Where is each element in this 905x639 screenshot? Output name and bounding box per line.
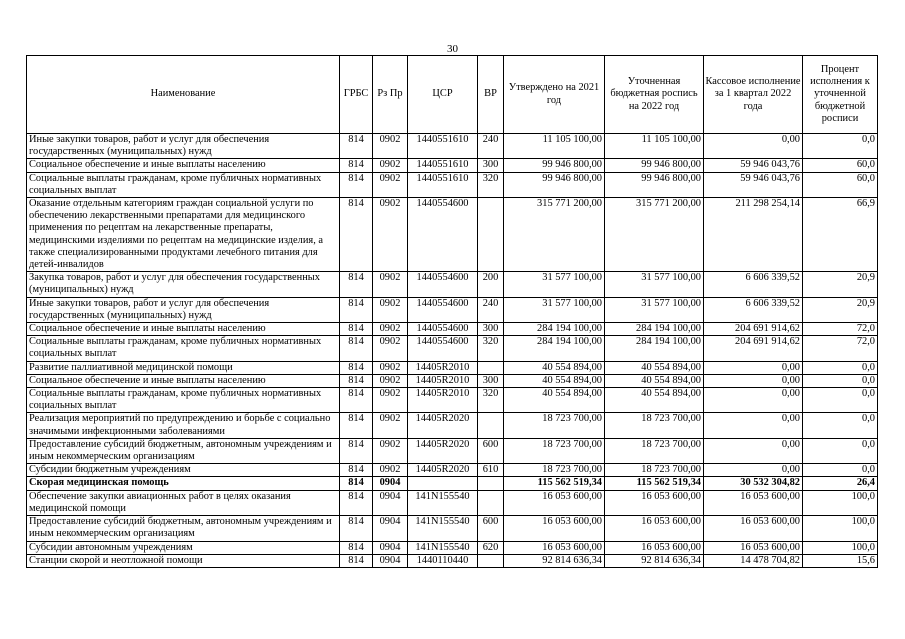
cell-executed: 0,00 (704, 464, 803, 477)
cell-executed: 6 606 339,52 (704, 272, 803, 297)
table-row (27, 388, 878, 413)
budget-execution-table (26, 55, 878, 568)
table-body (27, 134, 878, 568)
cell-name: Социальное обеспечение и иные выплаты населению (27, 159, 340, 172)
cell-vr: 240 (478, 297, 504, 322)
cell-grbs: 814 (340, 159, 373, 172)
cell-rzpr: 0904 (373, 554, 408, 567)
cell-vr: 320 (478, 388, 504, 413)
cell-grbs: 814 (340, 464, 373, 477)
cell-name: Иные закупки товаров, работ и услуг для обеспечения государственных (муниципальных) нужд (27, 297, 340, 322)
cell-refined: 11 105 100,00 (605, 134, 704, 159)
cell-approved: 18 723 700,00 (504, 438, 605, 463)
cell-grbs: 814 (340, 361, 373, 374)
cell-name: Субсидии бюджетным учреждениям (27, 464, 340, 477)
cell-rzpr: 0904 (373, 516, 408, 541)
cell-rzpr: 0902 (373, 272, 408, 297)
cell-percent: 72,0 (803, 336, 878, 361)
cell-name: Оказание отдельным категориям граждан социальной услуги по обеспечению лекарственными препаратами для медицинского применения по рецептам на лекарственные препараты, медицинскими изделиями по рецептам на медицинские изделия, а также специализированными продуктами лечебного питания для детей-инвалидов (27, 198, 340, 272)
cell-grbs: 814 (340, 172, 373, 197)
cell-csr: 14405R2020 (408, 464, 478, 477)
cell-name: Развитие паллиативной медицинской помощи (27, 361, 340, 374)
cell-vr: 320 (478, 336, 504, 361)
cell-approved: 18 723 700,00 (504, 413, 605, 438)
cell-csr: 14405R2010 (408, 374, 478, 387)
header-name: Наименование (27, 56, 340, 134)
cell-grbs: 814 (340, 374, 373, 387)
cell-grbs: 814 (340, 297, 373, 322)
cell-csr: 141N155540 (408, 516, 478, 541)
cell-vr (478, 361, 504, 374)
cell-refined: 40 554 894,00 (605, 374, 704, 387)
table-header-row (27, 56, 878, 134)
cell-name: Субсидии автономным учреждениям (27, 541, 340, 554)
cell-vr: 600 (478, 438, 504, 463)
cell-refined: 40 554 894,00 (605, 388, 704, 413)
cell-vr: 600 (478, 516, 504, 541)
cell-percent: 100,0 (803, 541, 878, 554)
header-rzpr: Рз Пр (373, 56, 408, 134)
cell-csr: 1440110440 (408, 554, 478, 567)
cell-name: Скорая медицинская помощь (27, 477, 340, 490)
cell-grbs: 814 (340, 554, 373, 567)
cell-executed: 0,00 (704, 438, 803, 463)
cell-csr: 1440554600 (408, 336, 478, 361)
cell-percent: 60,0 (803, 159, 878, 172)
cell-refined: 99 946 800,00 (605, 172, 704, 197)
cell-refined: 16 053 600,00 (605, 490, 704, 515)
cell-refined: 284 194 100,00 (605, 323, 704, 336)
cell-vr: 320 (478, 172, 504, 197)
table-row (27, 554, 878, 567)
cell-executed: 59 946 043,76 (704, 159, 803, 172)
cell-percent: 100,0 (803, 516, 878, 541)
cell-rzpr: 0902 (373, 413, 408, 438)
cell-approved: 284 194 100,00 (504, 323, 605, 336)
cell-refined: 16 053 600,00 (605, 541, 704, 554)
cell-csr (408, 477, 478, 490)
cell-vr: 300 (478, 159, 504, 172)
cell-percent: 0,0 (803, 388, 878, 413)
cell-grbs: 814 (340, 198, 373, 272)
header-executed: Кассовое исполнение за 1 квартал 2022 года (704, 56, 803, 134)
cell-rzpr: 0902 (373, 159, 408, 172)
cell-name: Социальные выплаты гражданам, кроме публичных нормативных социальных выплат (27, 336, 340, 361)
cell-rzpr: 0904 (373, 541, 408, 554)
cell-vr (478, 490, 504, 515)
cell-csr: 141N155540 (408, 541, 478, 554)
cell-name: Закупка товаров, работ и услуг для обеспечения государственных (муниципальных) нужд (27, 272, 340, 297)
cell-csr: 1440554600 (408, 198, 478, 272)
table-row (27, 464, 878, 477)
cell-vr: 620 (478, 541, 504, 554)
cell-vr (478, 198, 504, 272)
cell-percent: 0,0 (803, 464, 878, 477)
cell-executed: 16 053 600,00 (704, 490, 803, 515)
cell-name: Социальные выплаты гражданам, кроме публичных нормативных социальных выплат (27, 388, 340, 413)
cell-executed: 0,00 (704, 413, 803, 438)
cell-approved: 92 814 636,34 (504, 554, 605, 567)
cell-executed: 6 606 339,52 (704, 297, 803, 322)
cell-grbs: 814 (340, 541, 373, 554)
cell-grbs: 814 (340, 413, 373, 438)
cell-approved: 16 053 600,00 (504, 490, 605, 515)
table-row (27, 297, 878, 322)
table-row (27, 198, 878, 272)
cell-approved: 40 554 894,00 (504, 374, 605, 387)
cell-approved: 284 194 100,00 (504, 336, 605, 361)
cell-approved: 40 554 894,00 (504, 388, 605, 413)
cell-approved: 40 554 894,00 (504, 361, 605, 374)
cell-name: Социальное обеспечение и иные выплаты населению (27, 323, 340, 336)
cell-grbs: 814 (340, 388, 373, 413)
table-row (27, 361, 878, 374)
cell-percent: 72,0 (803, 323, 878, 336)
cell-approved: 18 723 700,00 (504, 464, 605, 477)
cell-name: Реализация мероприятий по предупреждению и борьбе с социально значимыми инфекционными заболеваниями (27, 413, 340, 438)
cell-grbs: 814 (340, 516, 373, 541)
cell-grbs: 814 (340, 438, 373, 463)
cell-vr (478, 554, 504, 567)
cell-name: Предоставление субсидий бюджетным, автономным учреждениям и иным некоммерческим организациям (27, 438, 340, 463)
cell-executed: 204 691 914,62 (704, 336, 803, 361)
cell-executed: 0,00 (704, 374, 803, 387)
cell-approved: 99 946 800,00 (504, 172, 605, 197)
cell-csr: 1440551610 (408, 159, 478, 172)
cell-executed: 0,00 (704, 388, 803, 413)
cell-approved: 315 771 200,00 (504, 198, 605, 272)
cell-executed: 16 053 600,00 (704, 541, 803, 554)
cell-percent: 0,0 (803, 438, 878, 463)
cell-percent: 66,9 (803, 198, 878, 272)
cell-executed: 59 946 043,76 (704, 172, 803, 197)
cell-grbs: 814 (340, 134, 373, 159)
cell-csr: 14405R2020 (408, 438, 478, 463)
cell-executed: 204 691 914,62 (704, 323, 803, 336)
table-row (27, 374, 878, 387)
cell-rzpr: 0902 (373, 198, 408, 272)
table-row (27, 438, 878, 463)
cell-refined: 315 771 200,00 (605, 198, 704, 272)
header-vr: ВР (478, 56, 504, 134)
cell-percent: 0,0 (803, 361, 878, 374)
table-row (27, 541, 878, 554)
cell-rzpr: 0902 (373, 438, 408, 463)
cell-rzpr: 0902 (373, 336, 408, 361)
cell-name: Станции скорой и неотложной помощи (27, 554, 340, 567)
cell-refined: 284 194 100,00 (605, 336, 704, 361)
table-row (27, 272, 878, 297)
cell-refined: 16 053 600,00 (605, 516, 704, 541)
cell-percent: 0,0 (803, 413, 878, 438)
cell-approved: 11 105 100,00 (504, 134, 605, 159)
cell-grbs: 814 (340, 323, 373, 336)
cell-name: Обеспечение закупки авиационных работ в целях оказания медицинской помощи (27, 490, 340, 515)
cell-rzpr: 0902 (373, 388, 408, 413)
cell-rzpr: 0902 (373, 172, 408, 197)
cell-percent: 20,9 (803, 272, 878, 297)
cell-csr: 14405R2020 (408, 413, 478, 438)
table-row (27, 159, 878, 172)
header-approved: Утверждено на 2021 год (504, 56, 605, 134)
table-row (27, 516, 878, 541)
cell-csr: 1440554600 (408, 272, 478, 297)
header-grbs: ГРБС (340, 56, 373, 134)
cell-grbs: 814 (340, 477, 373, 490)
cell-executed: 30 532 304,82 (704, 477, 803, 490)
cell-executed: 0,00 (704, 361, 803, 374)
cell-rzpr: 0902 (373, 134, 408, 159)
cell-vr: 200 (478, 272, 504, 297)
cell-vr: 300 (478, 374, 504, 387)
cell-name: Социальное обеспечение и иные выплаты населению (27, 374, 340, 387)
table-row (27, 134, 878, 159)
cell-refined: 115 562 519,34 (605, 477, 704, 490)
cell-name: Социальные выплаты гражданам, кроме публичных нормативных социальных выплат (27, 172, 340, 197)
cell-percent: 0,0 (803, 134, 878, 159)
cell-grbs: 814 (340, 490, 373, 515)
cell-executed: 16 053 600,00 (704, 516, 803, 541)
cell-percent: 100,0 (803, 490, 878, 515)
cell-rzpr: 0902 (373, 323, 408, 336)
cell-vr (478, 477, 504, 490)
cell-rzpr: 0902 (373, 297, 408, 322)
table-row (27, 477, 878, 490)
cell-name: Предоставление субсидий бюджетным, автономным учреждениям и иным некоммерческим организациям (27, 516, 340, 541)
cell-refined: 18 723 700,00 (605, 464, 704, 477)
cell-rzpr: 0904 (373, 490, 408, 515)
table-row (27, 490, 878, 515)
cell-approved: 115 562 519,34 (504, 477, 605, 490)
cell-csr: 14405R2010 (408, 388, 478, 413)
cell-executed: 14 478 704,82 (704, 554, 803, 567)
cell-approved: 31 577 100,00 (504, 297, 605, 322)
cell-approved: 16 053 600,00 (504, 516, 605, 541)
cell-refined: 18 723 700,00 (605, 438, 704, 463)
cell-grbs: 814 (340, 272, 373, 297)
cell-percent: 0,0 (803, 374, 878, 387)
table-row (27, 336, 878, 361)
cell-refined: 40 554 894,00 (605, 361, 704, 374)
cell-percent: 60,0 (803, 172, 878, 197)
cell-csr: 1440551610 (408, 172, 478, 197)
cell-approved: 99 946 800,00 (504, 159, 605, 172)
table-row (27, 323, 878, 336)
cell-refined: 31 577 100,00 (605, 297, 704, 322)
cell-grbs: 814 (340, 336, 373, 361)
cell-csr: 1440551610 (408, 134, 478, 159)
header-csr: ЦСР (408, 56, 478, 134)
cell-approved: 31 577 100,00 (504, 272, 605, 297)
cell-csr: 14405R2010 (408, 361, 478, 374)
cell-rzpr: 0902 (373, 464, 408, 477)
cell-approved: 16 053 600,00 (504, 541, 605, 554)
cell-executed: 211 298 254,14 (704, 198, 803, 272)
cell-vr: 240 (478, 134, 504, 159)
header-percent: Процент исполнения к уточненной бюджетной росписи (803, 56, 878, 134)
cell-rzpr: 0904 (373, 477, 408, 490)
cell-vr (478, 413, 504, 438)
table-row (27, 413, 878, 438)
cell-csr: 1440554600 (408, 297, 478, 322)
cell-csr: 141N155540 (408, 490, 478, 515)
cell-percent: 20,9 (803, 297, 878, 322)
cell-refined: 31 577 100,00 (605, 272, 704, 297)
cell-refined: 92 814 636,34 (605, 554, 704, 567)
cell-percent: 26,4 (803, 477, 878, 490)
cell-vr: 610 (478, 464, 504, 477)
cell-refined: 99 946 800,00 (605, 159, 704, 172)
cell-name: Иные закупки товаров, работ и услуг для обеспечения государственных (муниципальных) нужд (27, 134, 340, 159)
header-refined: Уточненная бюджетная роспись на 2022 год (605, 56, 704, 134)
cell-executed: 0,00 (704, 134, 803, 159)
table-row (27, 172, 878, 197)
cell-percent: 15,6 (803, 554, 878, 567)
cell-rzpr: 0902 (373, 374, 408, 387)
cell-rzpr: 0902 (373, 361, 408, 374)
cell-vr: 300 (478, 323, 504, 336)
cell-csr: 1440554600 (408, 323, 478, 336)
cell-refined: 18 723 700,00 (605, 413, 704, 438)
page-number: 30 (447, 43, 458, 55)
